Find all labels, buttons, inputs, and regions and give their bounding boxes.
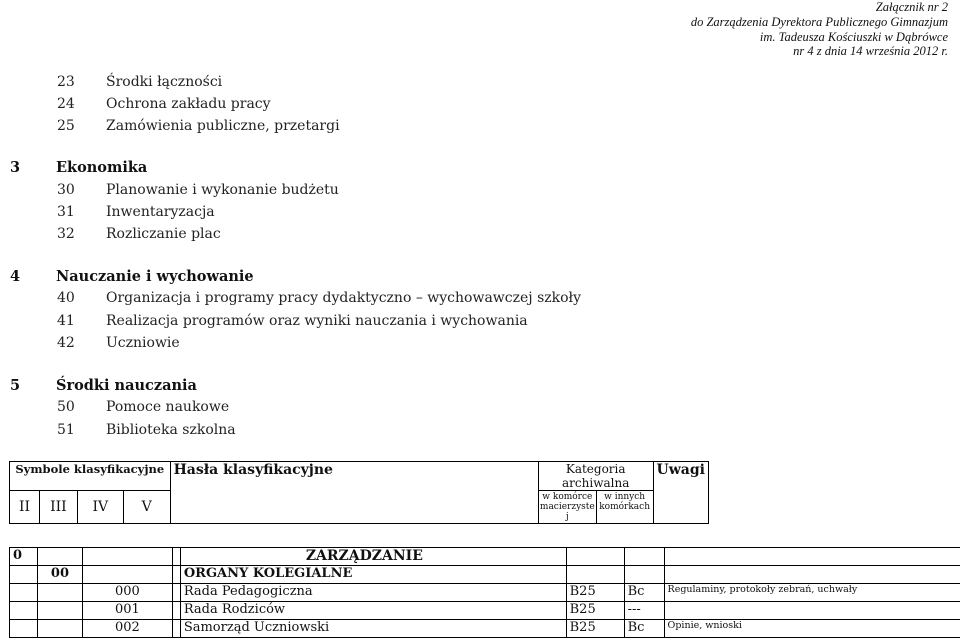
item-number: 30 xyxy=(57,182,75,198)
section-number: 4 xyxy=(10,268,21,285)
level-iii-header: III xyxy=(39,491,77,524)
item-title: Organizacja i programy pracy dydaktyczno – wychowawczej szkoły xyxy=(106,290,581,306)
level-ii-header: II xyxy=(10,491,40,524)
classification-table xyxy=(9,547,960,638)
item-number: 51 xyxy=(57,422,75,438)
section-title: Ekonomika xyxy=(56,159,148,176)
table-row xyxy=(10,566,960,584)
item-title: Realizacja programów oraz wyniki nauczania i wychowania xyxy=(106,313,528,329)
header-line: im. Tadeusza Kościuszki w Dąbrówce xyxy=(759,29,948,44)
item-title: Rozliczanie plac xyxy=(106,226,221,242)
code-l1 xyxy=(10,566,38,584)
level-v-header: V xyxy=(123,491,170,524)
row-title: ZARZĄDZANIE xyxy=(180,548,566,566)
category-own xyxy=(566,548,624,566)
row-notes xyxy=(664,602,960,620)
item-title: Środki łączności xyxy=(106,74,223,90)
item-number: 25 xyxy=(57,118,75,134)
item-title: Uczniowie xyxy=(106,335,180,351)
item-number: 31 xyxy=(57,204,75,220)
code-l2 xyxy=(37,548,82,566)
item-title: Pomoce naukowe xyxy=(106,399,230,415)
item-number: 23 xyxy=(57,74,75,90)
category-other: --- xyxy=(624,602,664,620)
table-row xyxy=(10,548,960,566)
document-header xyxy=(691,0,948,59)
table-row xyxy=(10,620,960,638)
table-row xyxy=(10,602,960,620)
item-number: 40 xyxy=(57,290,75,306)
code-l4 xyxy=(172,566,180,584)
item-title: Zamówienia publiczne, przetargi xyxy=(106,118,340,134)
headings-header: Hasła klasyfikacyjne xyxy=(170,462,538,524)
item-number: 42 xyxy=(57,335,75,351)
code-l2 xyxy=(37,584,82,602)
category-header: Kategoria archiwalna xyxy=(538,462,653,491)
item-title: Inwentaryzacja xyxy=(106,204,215,220)
category-own-header: w komórce macierzyste j xyxy=(539,492,595,522)
category-other xyxy=(624,566,664,584)
code-l3 xyxy=(82,548,172,566)
item-title: Planowanie i wykonanie budżetu xyxy=(106,182,339,198)
row-title: Rada Rodziców xyxy=(180,602,566,620)
category-other xyxy=(624,548,664,566)
code-l4 xyxy=(172,548,180,566)
category-own: B25 xyxy=(566,620,624,638)
code-l3 xyxy=(82,566,172,584)
section-title: Środki nauczania xyxy=(56,377,197,394)
header-line: nr 4 z dnia 14 września 2012 r. xyxy=(793,44,948,59)
row-title: Samorząd Uczniowski xyxy=(180,620,566,638)
row-notes xyxy=(664,566,960,584)
code-l1 xyxy=(10,620,38,638)
category-other: Bc xyxy=(624,584,664,602)
code-l3: 002 xyxy=(82,620,172,638)
row-title: Rada Pedagogiczna xyxy=(180,584,566,602)
section-number: 3 xyxy=(10,159,21,176)
section-title: Nauczanie i wychowanie xyxy=(56,268,254,285)
notes-header: Uwagi xyxy=(653,462,709,524)
category-other: Bc xyxy=(624,620,664,638)
code-l3: 000 xyxy=(82,584,172,602)
category-own: B25 xyxy=(566,584,624,602)
table-row xyxy=(10,584,960,602)
classification-header-table xyxy=(9,461,709,524)
row-notes: Regulaminy, protokoły zebrań, uchwały xyxy=(664,584,960,602)
level-iv-header: IV xyxy=(77,491,123,524)
item-number: 50 xyxy=(57,399,75,415)
item-title: Biblioteka szkolna xyxy=(106,422,236,438)
code-l4 xyxy=(172,584,180,602)
symbols-header: Symbole klasyfikacyjne xyxy=(10,462,171,491)
row-notes xyxy=(664,548,960,566)
code-l4 xyxy=(172,620,180,638)
category-own xyxy=(566,566,624,584)
code-l1 xyxy=(10,602,38,620)
code-l3: 001 xyxy=(82,602,172,620)
code-l1 xyxy=(10,584,38,602)
row-notes: Opinie, wnioski xyxy=(664,620,960,638)
code-l2: 00 xyxy=(37,566,82,584)
item-number: 41 xyxy=(57,313,75,329)
code-l2 xyxy=(37,620,82,638)
row-title: ORGANY KOLEGIALNE xyxy=(180,566,566,584)
header-line: Załącznik nr 2 xyxy=(875,0,948,14)
item-title: Ochrona zakładu pracy xyxy=(106,96,271,112)
category-own: B25 xyxy=(566,602,624,620)
section-number: 5 xyxy=(10,377,21,394)
item-number: 24 xyxy=(57,96,75,112)
category-other-header: w innych komórkach xyxy=(596,491,653,524)
header-line: do Zarządzenia Dyrektora Publicznego Gimnazjum xyxy=(690,14,948,29)
item-number: 32 xyxy=(57,226,75,242)
code-l1: 0 xyxy=(10,548,38,566)
code-l4 xyxy=(172,602,180,620)
code-l2 xyxy=(37,602,82,620)
